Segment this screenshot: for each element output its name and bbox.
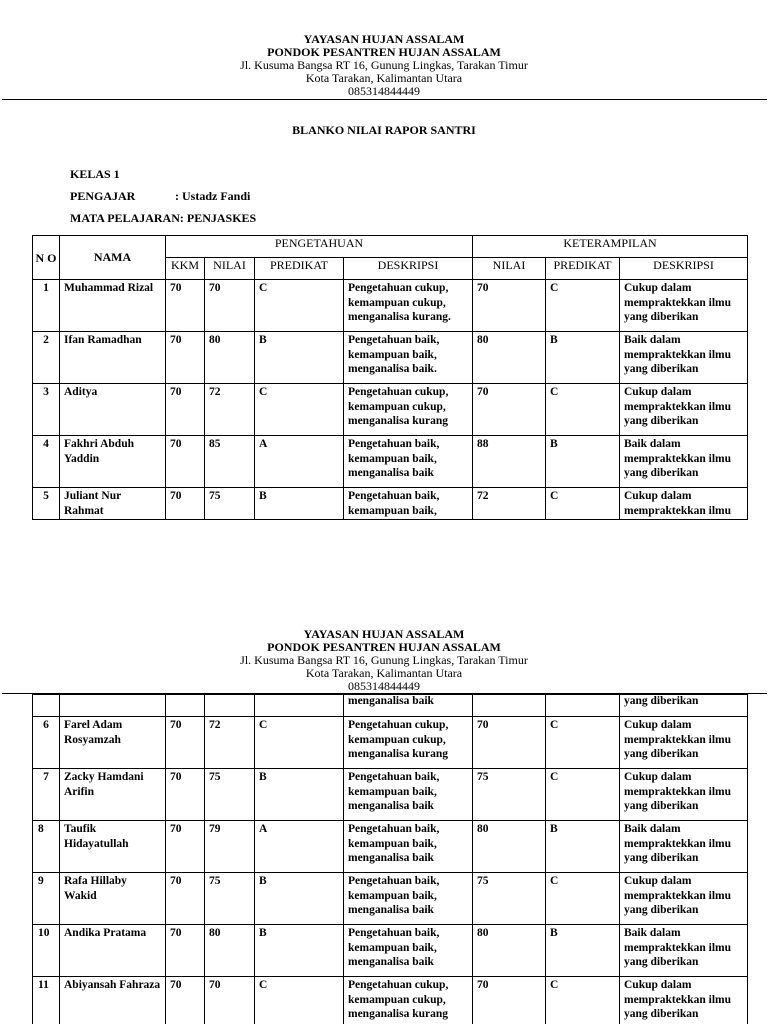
cell-no: 11	[33, 977, 60, 1024]
phone-line: 085314844449	[348, 679, 420, 693]
cell-keterampilan-nilai: 80	[473, 821, 546, 873]
cell-keterampilan-deskripsi: Baik dalam mempraktekkan ilmu yang diberikan	[620, 436, 748, 488]
cell-nama: Muhammad Rizal	[60, 280, 166, 332]
cell-predikat: C	[255, 717, 344, 769]
table-row	[33, 436, 748, 488]
cell-nilai: 80	[205, 925, 255, 977]
cell-keterampilan-nilai: 70	[473, 280, 546, 332]
table-row	[33, 488, 748, 520]
table-row	[33, 280, 748, 332]
header-keterampilan-predikat: PREDIKAT	[546, 258, 620, 280]
cell-keterampilan-predikat: B	[546, 821, 620, 873]
cell-nilai: 75	[205, 769, 255, 821]
cell-nama: Farel Adam Rosyamzah	[60, 717, 166, 769]
cell-kkm: 70	[166, 488, 205, 520]
cell-nama: Fakhri Abduh Yaddin	[60, 436, 166, 488]
foundation-name: YAYASAN HUJAN ASSALAM	[303, 627, 465, 641]
cell-nilai: 85	[205, 436, 255, 488]
cell-no: 2	[33, 332, 60, 384]
cell-no: 6	[33, 717, 60, 769]
cell-predikat: B	[255, 873, 344, 925]
cell-nilai: 72	[205, 384, 255, 436]
address-line: Jl. Kusuma Bangsa RT 16, Gunung Lingkas, Tarakan Timur	[240, 58, 528, 72]
teacher-label: PENGAJAR	[70, 189, 136, 203]
cell-predikat: A	[255, 821, 344, 873]
table-row-continuation	[33, 695, 748, 717]
cell-keterampilan-predikat: B	[546, 332, 620, 384]
cell-no: 4	[33, 436, 60, 488]
foundation-name: YAYASAN HUJAN ASSALAM	[303, 32, 465, 46]
cell-keterampilan-deskripsi: Cukup dalam mempraktekkan ilmu yang diberikan	[620, 769, 748, 821]
cell-keterampilan-predikat: C	[546, 488, 620, 520]
city-line: Kota Tarakan, Kalimantan Utara	[305, 71, 463, 85]
cell-kkm: 70	[166, 977, 205, 1024]
cell-kkm: 70	[166, 769, 205, 821]
cell-keterampilan-predikat: C	[546, 977, 620, 1024]
cell-deskripsi: Pengetahuan cukup, kemampuan cukup, menganalisa kurang	[344, 384, 473, 436]
grades-table	[32, 235, 748, 520]
cell-keterampilan-deskripsi: yang diberikan	[620, 695, 748, 717]
cell-predikat: C	[255, 384, 344, 436]
cell-deskripsi: menganalisa baik	[344, 695, 473, 717]
cell-keterampilan-deskripsi: Baik dalam mempraktekkan ilmu yang diberikan	[620, 821, 748, 873]
cell-nama: Abiyansah Fahraza	[60, 977, 166, 1024]
cell-keterampilan-predikat: C	[546, 280, 620, 332]
cell-kkm: 70	[166, 873, 205, 925]
cell-keterampilan-predikat	[546, 695, 620, 717]
cell-keterampilan-deskripsi: Cukup dalam mempraktekkan ilmu yang diberikan	[620, 873, 748, 925]
address-line: Jl. Kusuma Bangsa RT 16, Gunung Lingkas, Tarakan Timur	[240, 653, 528, 667]
cell-kkm: 70	[166, 821, 205, 873]
cell-nama: Ifan Ramadhan	[60, 332, 166, 384]
table-row	[33, 977, 748, 1024]
cell-nilai	[205, 695, 255, 717]
letterhead	[0, 33, 768, 98]
cell-deskripsi: Pengetahuan baik, kemampuan baik, menganalisa baik	[344, 873, 473, 925]
table-row	[33, 769, 748, 821]
cell-deskripsi: Pengetahuan cukup, kemampuan cukup, menganalisa kurang	[344, 717, 473, 769]
cell-keterampilan-deskripsi: Baik dalam mempraktekkan ilmu yang diberikan	[620, 925, 748, 977]
cell-nilai: 80	[205, 332, 255, 384]
cell-keterampilan-deskripsi: Baik dalam mempraktekkan ilmu yang diberikan	[620, 332, 748, 384]
cell-predikat: A	[255, 436, 344, 488]
header-no: N O	[33, 236, 60, 280]
cell-no: 9	[33, 873, 60, 925]
cell-kkm: 70	[166, 332, 205, 384]
header-keterampilan-deskripsi: DESKRIPSI	[620, 258, 748, 280]
cell-predikat: C	[255, 977, 344, 1024]
grades-table-continued	[32, 694, 748, 1024]
table-continuation-clip	[0, 694, 768, 1024]
cell-keterampilan-predikat: B	[546, 436, 620, 488]
cell-keterampilan-predikat: C	[546, 769, 620, 821]
cell-keterampilan-predikat: C	[546, 717, 620, 769]
cell-keterampilan-predikat: C	[546, 873, 620, 925]
letterhead-divider	[2, 99, 767, 100]
cell-keterampilan-nilai: 70	[473, 977, 546, 1024]
cell-kkm	[166, 695, 205, 717]
table-row	[33, 384, 748, 436]
cell-nilai: 75	[205, 488, 255, 520]
cell-kkm: 70	[166, 925, 205, 977]
class-label: KELAS 1	[70, 167, 120, 181]
cell-keterampilan-nilai: 70	[473, 717, 546, 769]
cell-deskripsi: Pengetahuan cukup, kemampuan cukup, menganalisa kurang	[344, 977, 473, 1024]
document-page-2	[0, 560, 768, 1024]
cell-keterampilan-predikat: B	[546, 925, 620, 977]
cell-keterampilan-nilai: 75	[473, 873, 546, 925]
table-row	[33, 925, 748, 977]
table-row	[33, 332, 748, 384]
header-kkm: KKM	[166, 258, 205, 280]
cell-keterampilan-deskripsi: Cukup dalam mempraktekkan ilmu yang diberikan	[620, 384, 748, 436]
table-row	[33, 717, 748, 769]
document-title: BLANKO NILAI RAPOR SANTRI	[292, 123, 476, 137]
header-pengetahuan: PENGETAHUAN	[166, 236, 473, 258]
teacher-value: : Ustadz Fandi	[175, 189, 251, 203]
cell-kkm: 70	[166, 384, 205, 436]
cell-keterampilan-deskripsi: Cukup dalam mempraktekkan ilmu yang diberikan	[620, 717, 748, 769]
cell-nama: Taufik Hidayatullah	[60, 821, 166, 873]
cell-no: 3	[33, 384, 60, 436]
letterhead	[0, 628, 768, 693]
cell-deskripsi: Pengetahuan baik, kemampuan baik, menganalisa baik	[344, 821, 473, 873]
cell-keterampilan-nilai: 72	[473, 488, 546, 520]
cell-keterampilan-nilai: 80	[473, 925, 546, 977]
cell-deskripsi: Pengetahuan baik, kemampuan baik,	[344, 488, 473, 520]
cell-keterampilan-nilai: 70	[473, 384, 546, 436]
cell-predikat: B	[255, 925, 344, 977]
header-keterampilan: KETERAMPILAN	[473, 236, 748, 258]
cell-keterampilan-nilai: 75	[473, 769, 546, 821]
cell-predikat: B	[255, 332, 344, 384]
cell-no: 7	[33, 769, 60, 821]
cell-keterampilan-deskripsi: Cukup dalam mempraktekkan ilmu yang diberikan	[620, 977, 748, 1024]
cell-predikat	[255, 695, 344, 717]
subject-line: MATA PELAJARAN: PENJASKES	[70, 211, 257, 225]
cell-kkm: 70	[166, 436, 205, 488]
cell-nama: Rafa Hillaby Wakid	[60, 873, 166, 925]
cell-nilai: 79	[205, 821, 255, 873]
cell-nilai: 72	[205, 717, 255, 769]
cell-no: 1	[33, 280, 60, 332]
cell-nilai: 70	[205, 280, 255, 332]
cell-nilai: 75	[205, 873, 255, 925]
cell-keterampilan-deskripsi: Cukup dalam mempraktekkan ilmu	[620, 488, 748, 520]
cell-keterampilan-nilai: 80	[473, 332, 546, 384]
cell-no: 8	[33, 821, 60, 873]
cell-kkm: 70	[166, 717, 205, 769]
header-predikat: PREDIKAT	[255, 258, 344, 280]
cell-no: 10	[33, 925, 60, 977]
school-name: PONDOK PESANTREN HUJAN ASSALAM	[267, 45, 501, 59]
cell-deskripsi: Pengetahuan baik, kemampuan baik, menganalisa baik	[344, 436, 473, 488]
cell-deskripsi: Pengetahuan baik, kemampuan baik, menganalisa baik.	[344, 332, 473, 384]
teacher-line	[70, 189, 250, 204]
cell-predikat: B	[255, 488, 344, 520]
cell-keterampilan-nilai	[473, 695, 546, 717]
cell-keterampilan-predikat: C	[546, 384, 620, 436]
cell-keterampilan-deskripsi: Cukup dalam mempraktekkan ilmu yang diberikan	[620, 280, 748, 332]
cell-no	[33, 695, 60, 717]
city-line: Kota Tarakan, Kalimantan Utara	[305, 666, 463, 680]
cell-kkm: 70	[166, 280, 205, 332]
cell-deskripsi: Pengetahuan baik, kemampuan baik, menganalisa baik	[344, 925, 473, 977]
phone-line: 085314844449	[348, 84, 420, 98]
header-nilai: NILAI	[205, 258, 255, 280]
cell-nama	[60, 695, 166, 717]
header-deskripsi: DESKRIPSI	[344, 258, 473, 280]
cell-nama: Zacky Hamdani Arifin	[60, 769, 166, 821]
table-row	[33, 873, 748, 925]
header-nama: NAMA	[60, 236, 166, 280]
cell-predikat: B	[255, 769, 344, 821]
cell-no: 5	[33, 488, 60, 520]
cell-keterampilan-nilai: 88	[473, 436, 546, 488]
cell-nama: Juliant Nur Rahmat	[60, 488, 166, 520]
cell-predikat: C	[255, 280, 344, 332]
cell-nama: Aditya	[60, 384, 166, 436]
cell-deskripsi: Pengetahuan cukup, kemampuan cukup, menganalisa kurang.	[344, 280, 473, 332]
header-keterampilan-nilai: NILAI	[473, 258, 546, 280]
table-row	[33, 821, 748, 873]
school-name: PONDOK PESANTREN HUJAN ASSALAM	[267, 640, 501, 654]
cell-nilai: 70	[205, 977, 255, 1024]
cell-deskripsi: Pengetahuan baik, kemampuan baik, menganalisa baik	[344, 769, 473, 821]
cell-nama: Andika Pratama	[60, 925, 166, 977]
